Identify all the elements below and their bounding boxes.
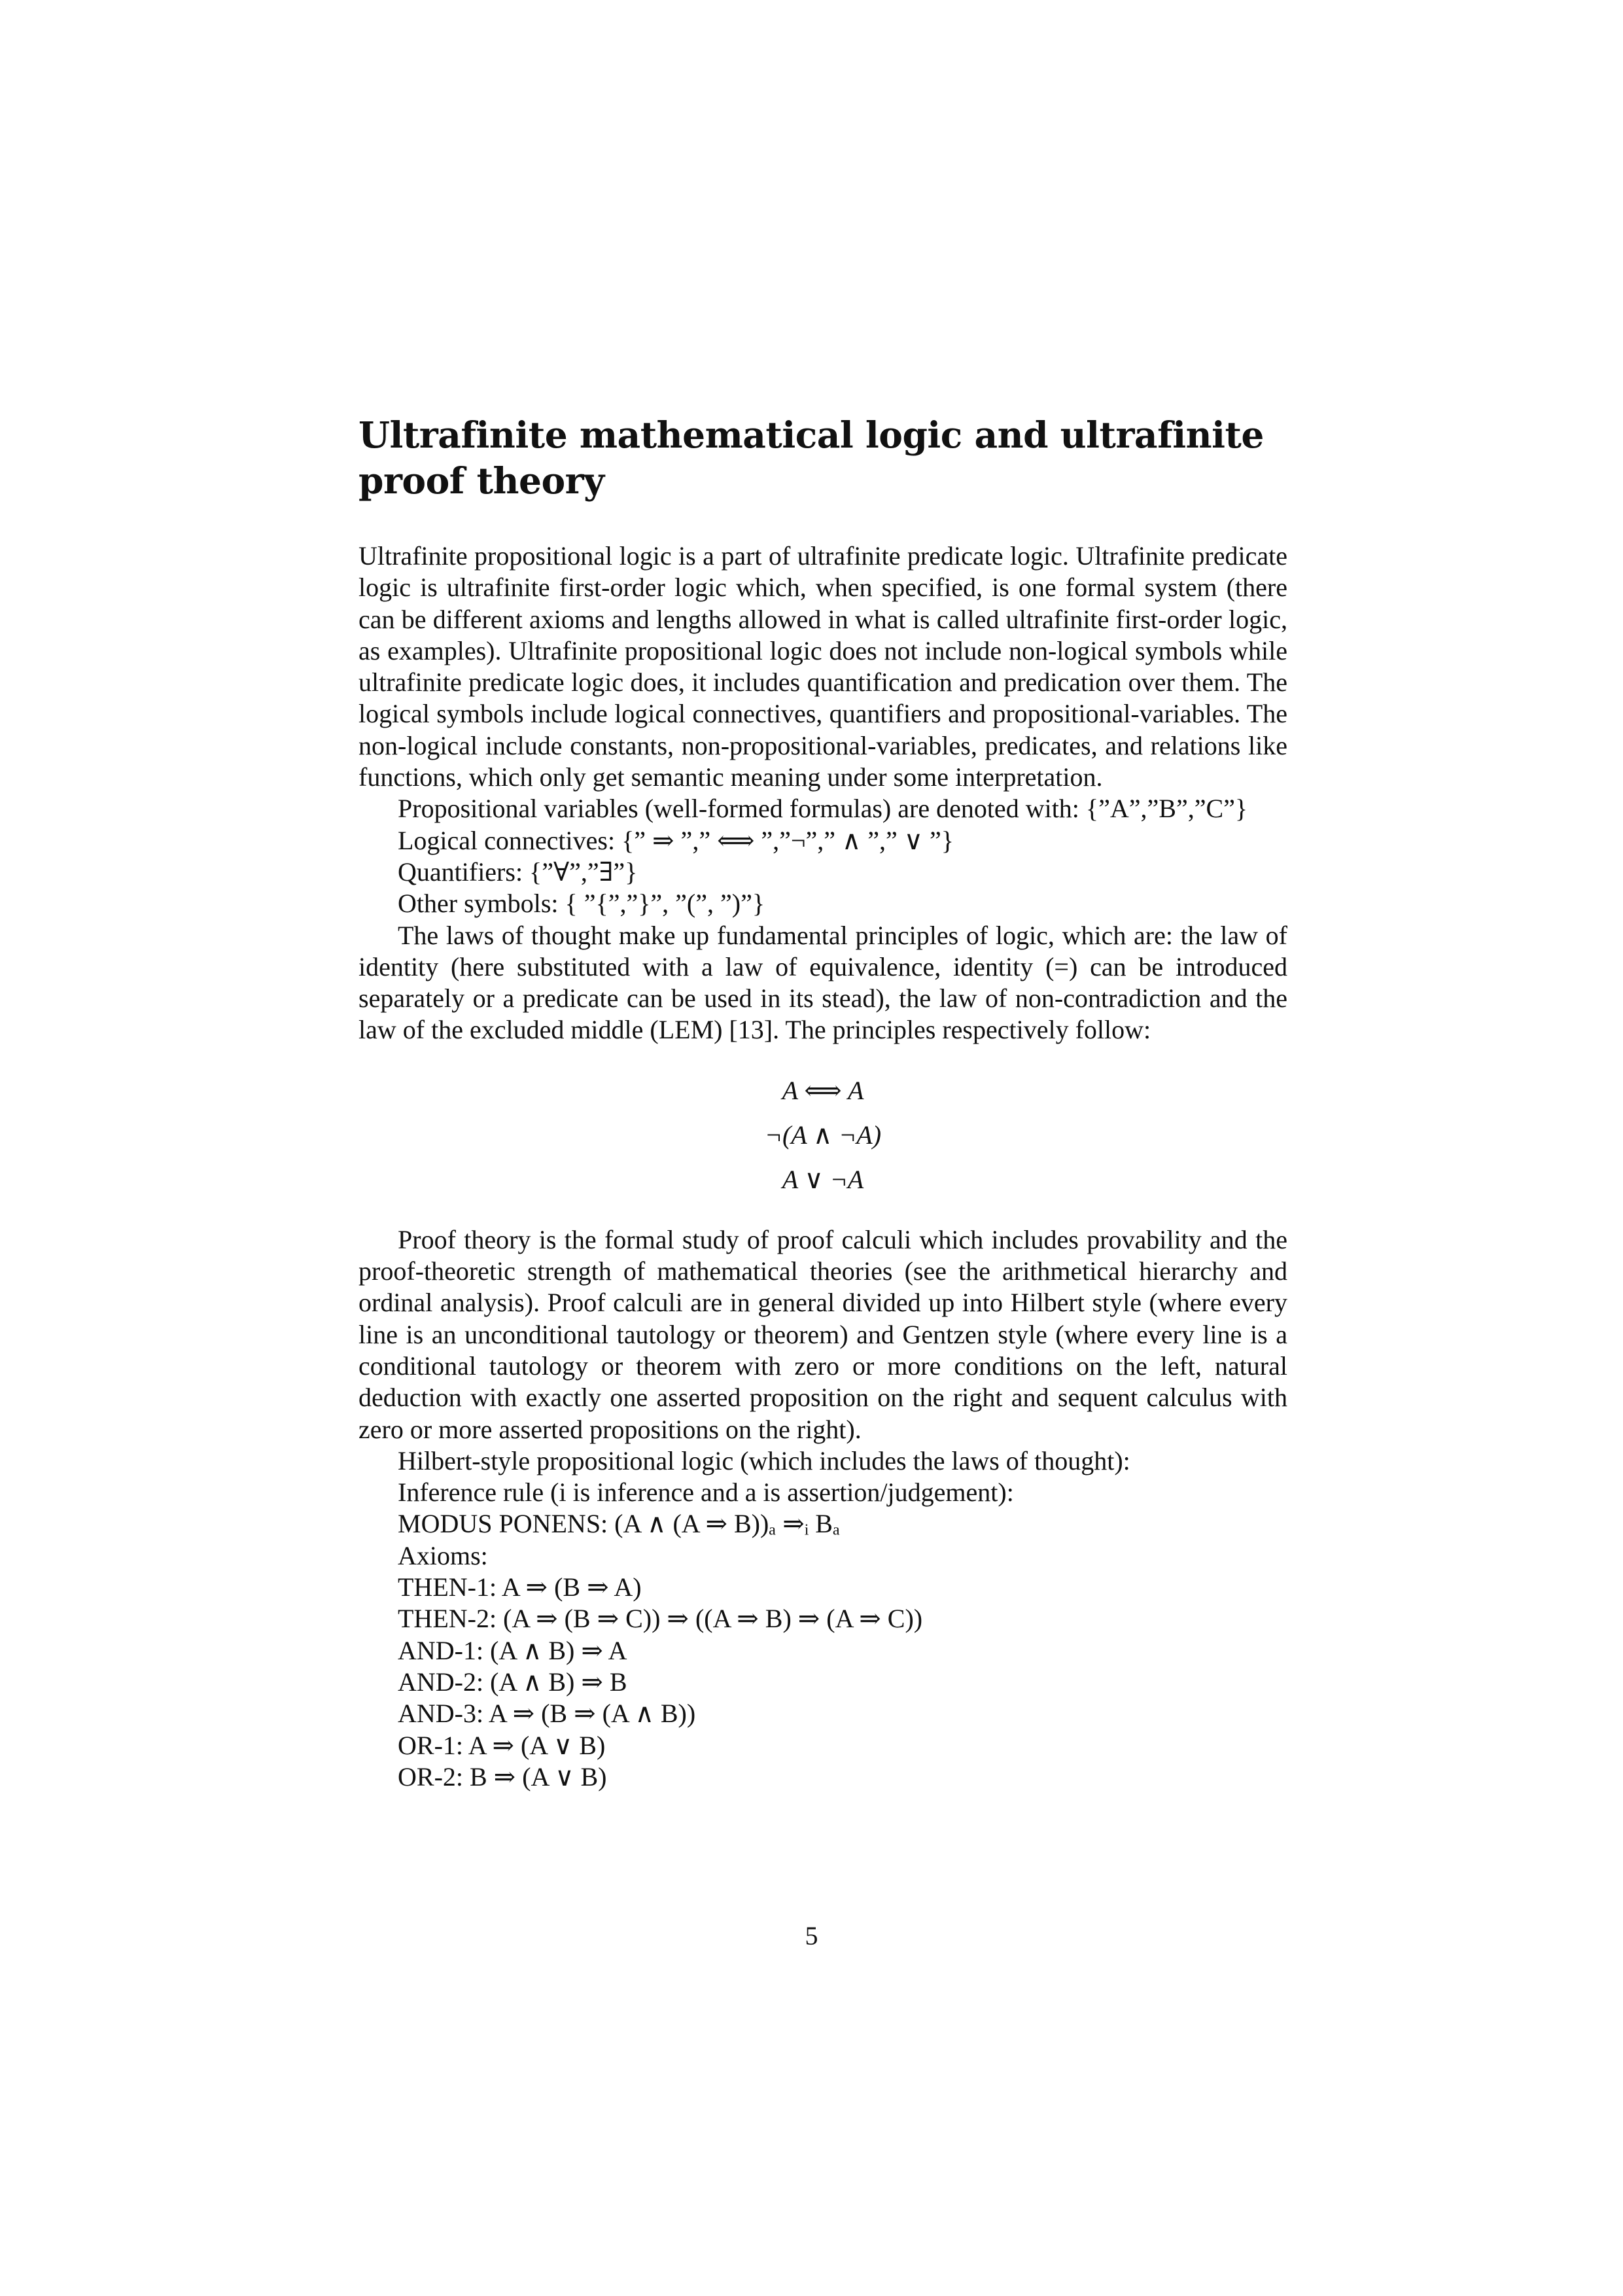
paragraph-intro: Ultrafinite propositional logic is a part of ultrafinite predicate logic. Ultrafinite predicate logic is ultrafinite first-order logic which, when specified, is one formal system (there can be different axioms and lengths allowed in what is called ultrafinite first-order logic, as examples). Ultrafinite propositional logic does not include non-logical symbols while ultrafinite predicate logic does, it includes quantification and predication over them. The logical symbols include logical connectives, quantifiers and propositional-variables. The non-logical include constants, non-propositional-variables, predicates, and relations like functions, which only get semantic meaning under some interpretation. <box>358 541 1287 792</box>
axiom-and-2: AND-2: (A ∧ B) ⇒ B <box>398 1667 627 1697</box>
axiom-and-1: AND-1: (A ∧ B) ⇒ A <box>398 1635 627 1665</box>
equation-non-contradiction: ¬(A ∧ ¬A) <box>764 1120 882 1150</box>
page-number: 5 <box>805 1921 818 1951</box>
axiom-then-2: THEN-2: (A ⇒ (B ⇒ C)) ⇒ ((A ⇒ B) ⇒ (A ⇒ C)) <box>398 1604 923 1634</box>
symbols-other-line: Other symbols: { ”{”,”}”, ”(”, ”)”} <box>398 889 765 919</box>
laws-of-thought-equations <box>358 1069 1287 1202</box>
axiom-or-1: OR-1: A ⇒ (A ∨ B) <box>398 1730 606 1760</box>
axioms-label: Axioms: <box>398 1540 488 1570</box>
axiom-then-1: THEN-1: A ⇒ (B ⇒ A) <box>398 1572 642 1602</box>
axiom-and-3: AND-3: A ⇒ (B ⇒ (A ∧ B)) <box>398 1699 696 1729</box>
symbols-connectives-line: Logical connectives: {” ⇒ ”,” ⟺ ”,”¬”,” ∧ ”,” ∨ ”} <box>398 825 954 855</box>
equation-identity: A ⟺ A <box>782 1075 864 1105</box>
symbols-quantifiers-line: Quantifiers: {”∀”,”∃”} <box>398 857 638 887</box>
hilbert-intro-line: Hilbert-style propositional logic (which includes the laws of thought): <box>398 1445 1130 1475</box>
equation-excluded-middle: A ∨ ¬A <box>782 1164 864 1194</box>
paragraph-proof-theory: Proof theory is the formal study of proof calculi which includes provability and the proof-theoretic strength of mathematical theories (see the arithmetical hierarchy and ordinal analysis). Proof calculi are in general divided up into Hilbert style (where every line is an unconditional tautology or theorem) and Gentzen style (where every line is a conditional tautology or theorem with zero or more conditions on the left, natural deduction with exactly one asserted proposition on the right and sequent calculus with zero or more asserted propositions on the right). <box>358 1224 1287 1444</box>
section-title: Ultrafinite mathematical logic and ultrafinite proof theory <box>358 414 1264 502</box>
modus-ponens-line: MODUS PONENS: (A ∧ (A ⇒ B))ₐ ⇒ᵢ Bₐ <box>398 1509 840 1539</box>
axiom-or-2: OR-2: B ⇒ (A ∨ B) <box>398 1761 607 1792</box>
paragraph-laws-of-thought: The laws of thought make up fundamental principles of logic, which are: the law of identity (here substituted with a law of equivalence, identity (=) can be introduced separately or a predicate can be used in its stead), the law of non-contradiction and the law of the excluded middle (LEM) [13]. The principles respectively follow: <box>358 920 1287 1045</box>
inference-intro-line: Inference rule (i is inference and a is assertion/judgement): <box>398 1477 1014 1508</box>
paper-page-body <box>358 412 1287 1793</box>
symbols-variables-line: Propositional variables (well-formed formulas) are denoted with: {”A”,”B”,”C”} <box>398 794 1248 824</box>
